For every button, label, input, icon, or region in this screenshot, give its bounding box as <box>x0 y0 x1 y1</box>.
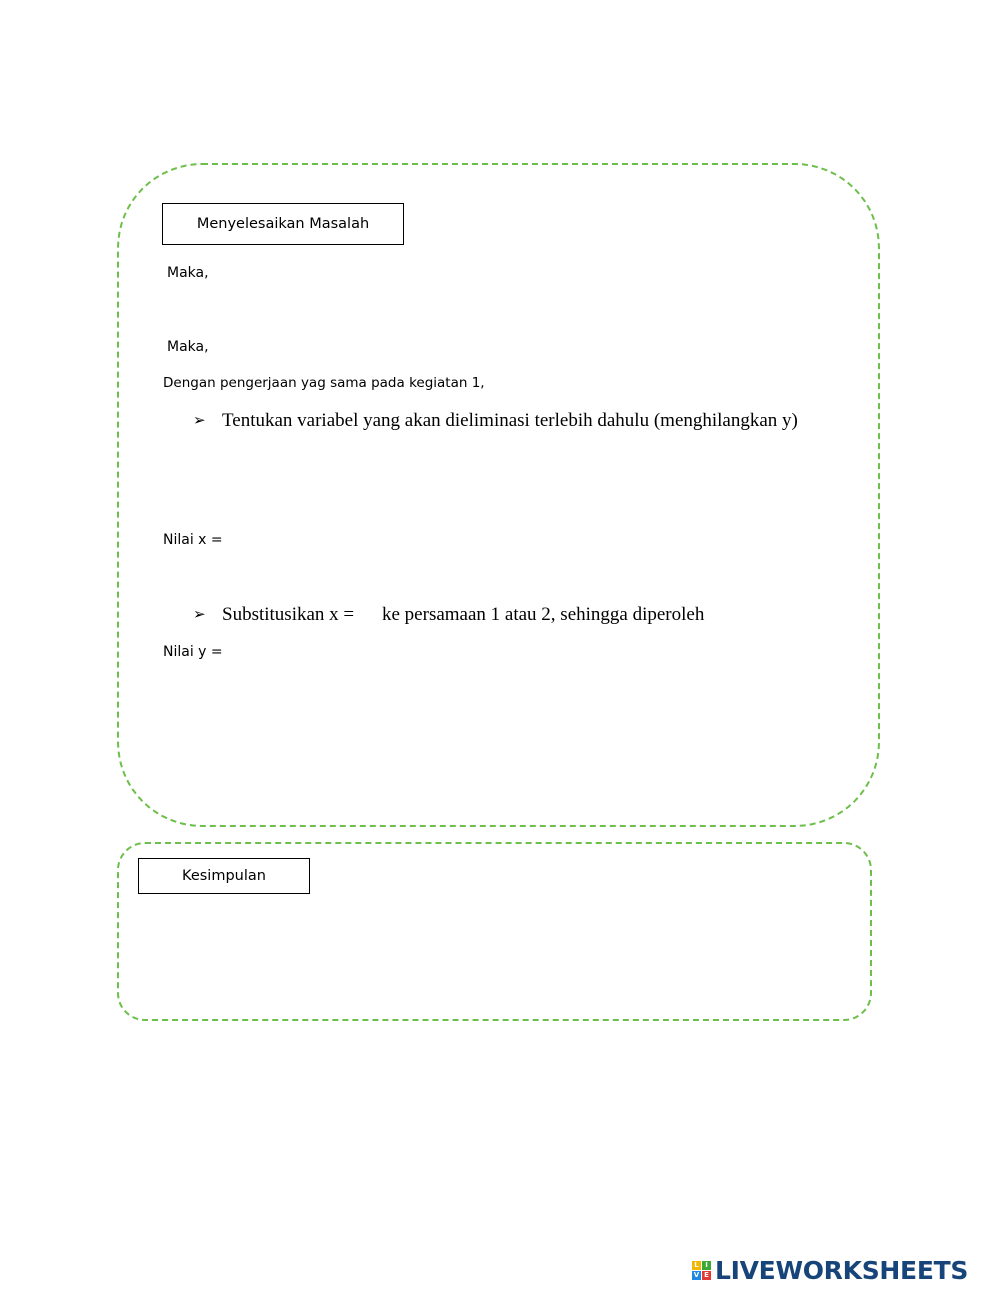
solve-section-title <box>162 203 404 245</box>
arrowhead-bullet-icon: ➢ <box>193 605 206 623</box>
liveworksheets-logo-text: LIVEWORKSHEETS <box>715 1255 969 1285</box>
step-substitute-text-b: ke persamaan 1 atau 2, sehingga diperoleh <box>382 604 705 625</box>
maka-text-2: Maka, <box>167 339 209 355</box>
nilai-x-label: Nilai x = <box>163 532 223 548</box>
arrowhead-bullet-icon: ➢ <box>193 411 206 429</box>
solve-section-title-text: Menyelesaikan Masalah <box>196 216 370 232</box>
liveworksheets-logo <box>692 1254 968 1286</box>
liveworksheets-logo-icon <box>692 1261 711 1280</box>
logo-letter-e: E <box>702 1271 711 1280</box>
conclusion-section-title <box>138 858 310 894</box>
nilai-y-label: Nilai y = <box>163 644 223 660</box>
step-eliminate-text: Tentukan variabel yang akan dieliminasi terlebih dahulu (menghilangkan y) <box>222 410 798 431</box>
logo-letter-i: I <box>702 1261 711 1270</box>
conclusion-section-title-text: Kesimpulan <box>182 868 266 884</box>
step-substitute-text-a: Substitusikan x = <box>222 604 355 625</box>
solve-section-frame <box>117 163 880 827</box>
logo-letter-l: L <box>692 1261 701 1270</box>
logo-letter-v: V <box>693 1270 700 1279</box>
intro-text: Dengan pengerjaan yag sama pada kegiatan 1, <box>163 375 485 391</box>
maka-text-1: Maka, <box>167 265 209 281</box>
